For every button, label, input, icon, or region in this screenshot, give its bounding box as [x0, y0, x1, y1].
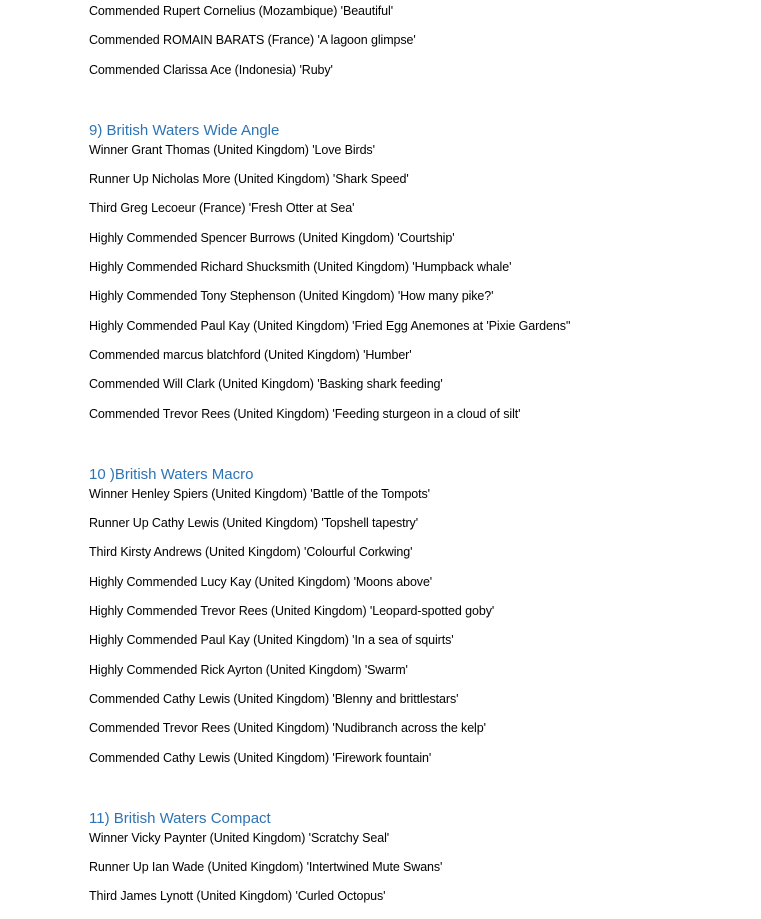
- list-item: Highly Commended Trevor Rees (United Kingdom) 'Leopard-spotted goby': [89, 604, 495, 619]
- list-item: Commended marcus blatchford (United Kingdom) 'Humber': [89, 347, 412, 362]
- list-item: Runner Up Cathy Lewis (United Kingdom) 'Topshell tapestry': [89, 516, 418, 531]
- list-item: Winner Grant Thomas (United Kingdom) 'Love Birds': [89, 142, 375, 157]
- list-item: Highly Commended Spencer Burrows (United Kingdom) 'Courtship': [89, 230, 455, 245]
- list-item: Highly Commended Paul Kay (United Kingdom) 'In a sea of squirts': [89, 633, 454, 648]
- section-british-waters-wide-angle: [89, 122, 749, 436]
- list-item: Commended Rupert Cornelius (Mozambique) 'Beautiful': [89, 4, 393, 18]
- list-item: Third Kirsty Andrews (United Kingdom) 'Colourful Corkwing': [89, 545, 413, 560]
- list-item: Commended Clarissa Ace (Indonesia) 'Ruby': [89, 62, 333, 77]
- list-item: Runner Up Ian Wade (United Kingdom) 'Intertwined Mute Swans': [89, 860, 443, 875]
- list-item: Highly Commended Rick Ayrton (United Kingdom) 'Swarm': [89, 662, 408, 677]
- list-item: Runner Up Nicholas More (United Kingdom) 'Shark Speed': [89, 172, 409, 187]
- list-item: Winner Henley Spiers (United Kingdom) 'Battle of the Tompots': [89, 486, 430, 501]
- section-heading: 11) British Waters Compact: [89, 809, 271, 827]
- list-item: Commended ROMAIN BARATS (France) 'A lagoon glimpse': [89, 33, 416, 48]
- intro-block: [89, 0, 749, 92]
- list-item: Commended Cathy Lewis (United Kingdom) 'Firework fountain': [89, 750, 432, 765]
- list-item: Highly Commended Lucy Kay (United Kingdom) 'Moons above': [89, 574, 433, 589]
- list-item: Highly Commended Richard Shucksmith (United Kingdom) 'Humpback whale': [89, 260, 512, 275]
- list-item: Highly Commended Paul Kay (United Kingdom) 'Fried Egg Anemones at 'Pixie Gardens'': [89, 318, 571, 333]
- section-british-waters-macro: [89, 466, 749, 780]
- list-item: Commended Cathy Lewis (United Kingdom) 'Blenny and brittlestars': [89, 691, 459, 706]
- section-heading: 9) British Waters Wide Angle: [89, 121, 280, 139]
- list-item: Commended Trevor Rees (United Kingdom) 'Feeding sturgeon in a cloud of silt': [89, 406, 521, 421]
- list-item: Third James Lynott (United Kingdom) 'Curled Octopus': [89, 889, 386, 904]
- document-page: [89, 0, 749, 919]
- section-british-waters-compact: [89, 810, 749, 919]
- list-item: Commended Will Clark (United Kingdom) 'Basking shark feeding': [89, 377, 443, 392]
- section-heading: 10 )British Waters Macro: [89, 465, 254, 483]
- list-item: Winner Vicky Paynter (United Kingdom) 'Scratchy Seal': [89, 830, 390, 845]
- list-item: Commended Trevor Rees (United Kingdom) 'Nudibranch across the kelp': [89, 721, 486, 736]
- list-item: Third Greg Lecoeur (France) 'Fresh Otter at Sea': [89, 201, 355, 216]
- list-item: Highly Commended Tony Stephenson (United Kingdom) 'How many pike?': [89, 289, 494, 304]
